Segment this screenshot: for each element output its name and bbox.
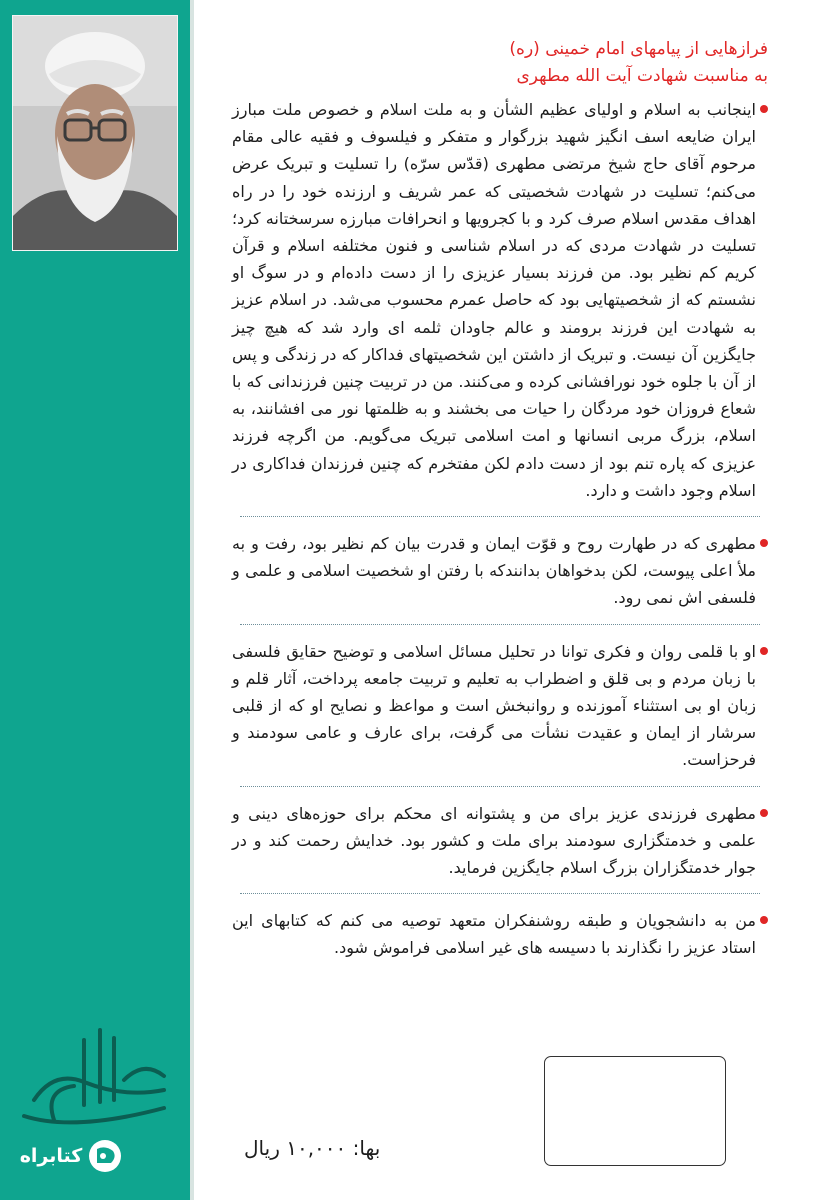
heading-line-1: فرازهایی از پیامهای امام خمینی (ره) bbox=[509, 39, 768, 59]
quote-text: من به دانشجویان و طبقه روشنفکران متعهد توصیه می کنم که کتابهای این استاد عزیز را نگذارند با دسیسه های غیر اسلامی فراموش شود. bbox=[232, 911, 756, 958]
heading-line-2: به مناسبت شهادت آیت الله مطهری bbox=[516, 66, 768, 86]
price-value: ۱۰,۰۰۰ ریال bbox=[244, 1136, 347, 1160]
price-line bbox=[244, 1136, 484, 1160]
quote-paragraph-3 bbox=[232, 638, 768, 774]
publisher-logo-text: کتابراه bbox=[19, 1145, 83, 1167]
quote-paragraph-4 bbox=[232, 800, 768, 882]
barcode-box bbox=[544, 1056, 726, 1166]
quote-paragraph-5 bbox=[232, 907, 768, 961]
bullet-icon bbox=[760, 916, 768, 924]
dotted-divider bbox=[240, 624, 760, 626]
dotted-divider bbox=[240, 893, 760, 895]
quote-paragraph-1 bbox=[232, 96, 768, 504]
dotted-divider bbox=[240, 786, 760, 788]
publisher-logo-icon bbox=[88, 1139, 122, 1173]
bullet-icon bbox=[760, 539, 768, 547]
back-cover-text bbox=[232, 36, 768, 962]
quote-text: مطهری فرزندی عزیز برای من و پشتوانه ای محکم برای حوزه‌های دینی و علمی و خدمتگزاری سودمند برای ملت و کشور بود. خدایش رحمت کند و در جوار خدمتگزاران بزرگ اسلام جایگزین فرماید. bbox=[232, 803, 756, 878]
quote-text: او با قلمی روان و فکری توانا در تحلیل مسائل اسلامی و توضیح حقایق فلسفی با زبان مردم و بی قلق و اضطراب به تعلیم و تربیت جامعه پرداخت، آثار قلم و زبان او بی استثناء آموزنده و روانبخش است و مواعظ و نصایح او که از قلبی سرشار از ایمان و عقیدت نشأت می گرفت، برای عارف و عامی سودمند و فرحزاست. bbox=[232, 641, 756, 770]
quote-paragraph-2 bbox=[232, 530, 768, 612]
bullet-icon bbox=[760, 809, 768, 817]
author-portrait bbox=[12, 15, 178, 251]
quote-text: اینجانب به اسلام و اولیای عظیم الشأن و به ملت اسلام و خصوص ملت مبارز ایران ضایعه اسف انگیز شهید بزرگوار و متفکر و فیلسوف و فقیه عالی مقام مرحوم آقای حاج شیخ مرتضی مطهری (قدّس سرّه) را تسلیت و تبریک عرض می‌کنم؛ تسلیت در شهادت شخصیتی که عمر شریف و ارزنده خود را در راه اهداف مقدس اسلام صرف کرد و با کجرویها و انحرافات مبارزه سرسختانه کرد؛ تسلیت در شهادت مردی که در اسلام شناسی و فنون مختلفه اسلام و قرآن کریم کم نظیر بود. من فرزند بسیار عزیزی را از دست داده‌ام و در سوگ او نشستم که از شخصیتهایی بود که حاصل عمرم محسوب می‌شد. در اسلام عزیز به شهادت این فرزند برومند و عالم جاودان ثلمه ای وارد شد که هیچ چیز جایگزین آن نیست. و تبریک از داشتن این شخصیتهای فداکار که در زندگی و پس از آن با جلوه خود نورافشانی کرده و می‌کنند. من در تربیت چنین فرزندانی که با شعاع فروزان خود مردگان را حیات می بخشند و به ظلمتها نور می افشانند، به اسلام، بزرگ مربی انسانها و امت اسلامی تبریک می‌گویم. من اگرچه فرزند عزیزی که پاره تنم بود از دست دادم لکن مفتخرم که چنین فرزندان فداکاری در اسلام وجود داشت و دارد. bbox=[232, 100, 756, 500]
bullet-icon bbox=[760, 647, 768, 655]
cover-edge bbox=[190, 0, 194, 1200]
dotted-divider bbox=[240, 516, 760, 518]
quote-text: مطهری که در طهارت روح و قوّت ایمان و قدرت بیان کم نظیر بود، رفت و به ملأ اعلی پیوست، لکن بدخواهان بدانندکه با رفتن او شخصیت اسلامی و علمی و فلسفی اش نمی رود. bbox=[232, 534, 756, 608]
calligraphy-emblem-icon bbox=[14, 1020, 179, 1140]
price-label: بها: bbox=[352, 1136, 381, 1160]
publisher-logo[interactable] bbox=[12, 1128, 130, 1184]
bullet-icon bbox=[760, 105, 768, 113]
